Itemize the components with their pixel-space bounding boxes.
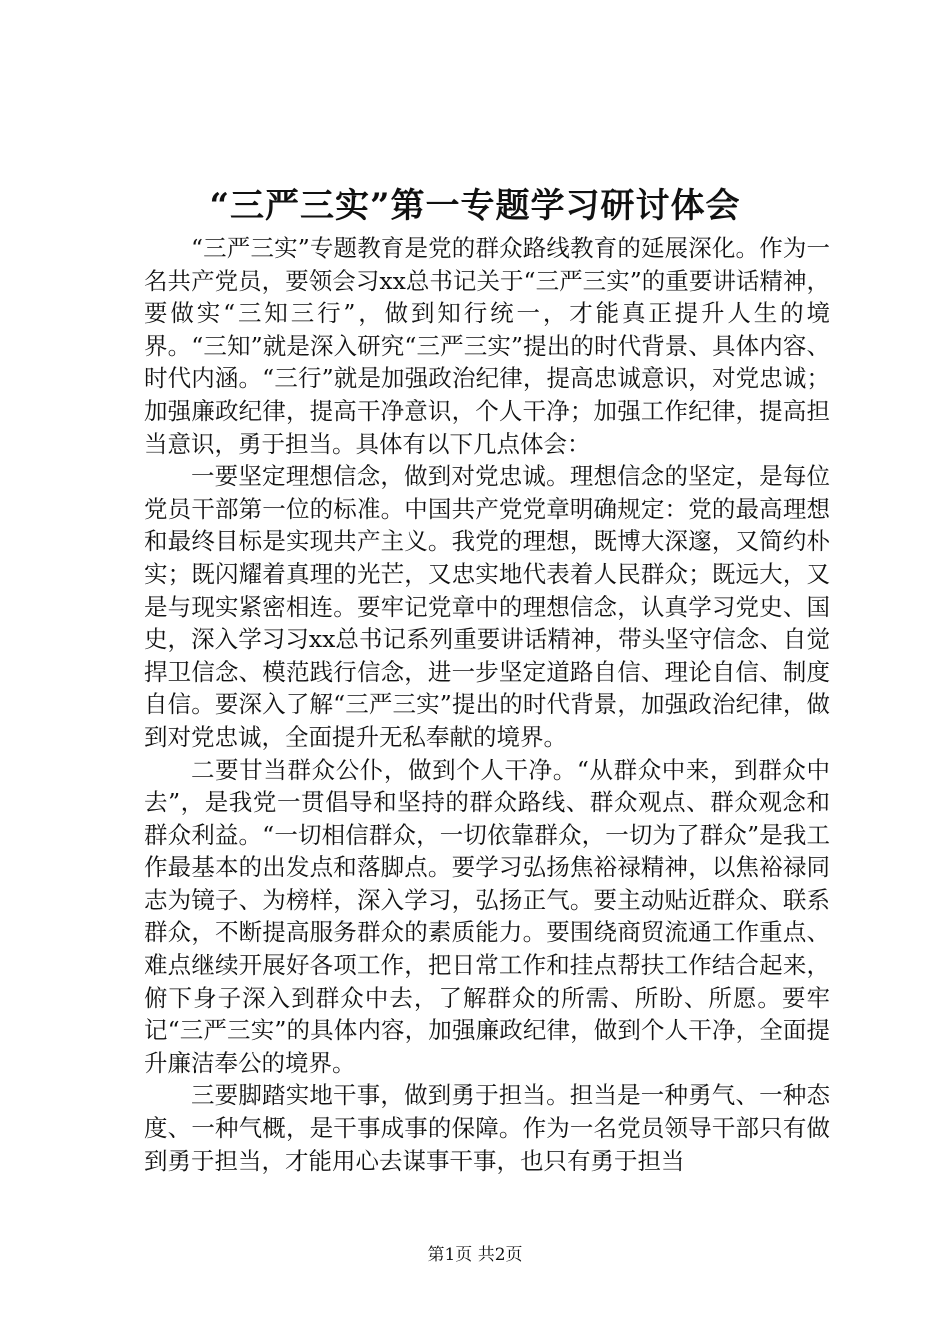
paragraph-intro: “三严三实”专题教育是党的群众路线教育的延展深化。作为一名共产党员，要领会习xx总书记关于“三严三实”的重要讲话精神，要做实“三知三行”，做到知行统一，才能真正提升人生的境界。“三知”就是深入研究“三严三实”提出的时代背景、具体内容、时代内涵。“三行”就是加强政治纪律，提高忠诚意识，对党忠诚；加强廉政纪律，提高干净意识，个人干净；加强工作纪律，提高担当意识，勇于担当。具体有以下几点体会：	[144, 234, 830, 458]
paragraph-point-two: 二要甘当群众公仆，做到个人干净。“从群众中来，到群众中去”，是我党一贯倡导和坚持的群众路线、群众观点、群众观念和群众利益。“一切相信群众，一切依靠群众，一切为了群众”是我工作最基本的出发点和落脚点。要学习弘扬焦裕禄精神，以焦裕禄同志为镜子、为榜样，深入学习，弘扬正气。要主动贴近群众、联系群众，不断提高服务群众的素质能力。要围绕商贸流通工作重点、难点继续开展好各项工作，把日常工作和挂点帮扶工作结合起来，俯下身子深入到群众中去，了解群众的所需、所盼、所愿。要牢记“三严三实”的具体内容，加强廉政纪律，做到个人干净，全面提升廉洁奉公的境界。	[144, 755, 830, 1077]
document-body	[144, 232, 830, 1177]
page-footer: 第1页 共2页	[427, 1245, 523, 1265]
paragraph-point-three: 三要脚踏实地干事，做到勇于担当。担当是一种勇气、一种态度、一种气概，是干事成事的保障。作为一名党员领导干部只有做到勇于担当，才能用心去谋事干事，也只有勇于担当	[144, 1081, 830, 1175]
paragraph-point-one: 一要坚定理想信念，做到对党忠诚。理想信念的坚定，是每位党员干部第一位的标准。中国共产党党章明确规定：党的最高理想和最终目标是实现共产主义。我党的理想，既博大深邃，又简约朴实；既闪耀着真理的光芒，又忠实地代表着人民群众；既远大，又是与现实紧密相连。要牢记党章中的理想信念，认真学习党史、国史，深入学习习xx总书记系列重要讲话精神，带头坚守信念、自觉捍卫信念、模范践行信念，进一步坚定道路自信、理论自信、制度自信。要深入了解“三严三实”提出的时代背景，加强政治纪律，做到对党忠诚，全面提升无私奉献的境界。	[144, 462, 830, 751]
document-title: “三严三实”第一专题学习研讨体会	[209, 186, 741, 226]
